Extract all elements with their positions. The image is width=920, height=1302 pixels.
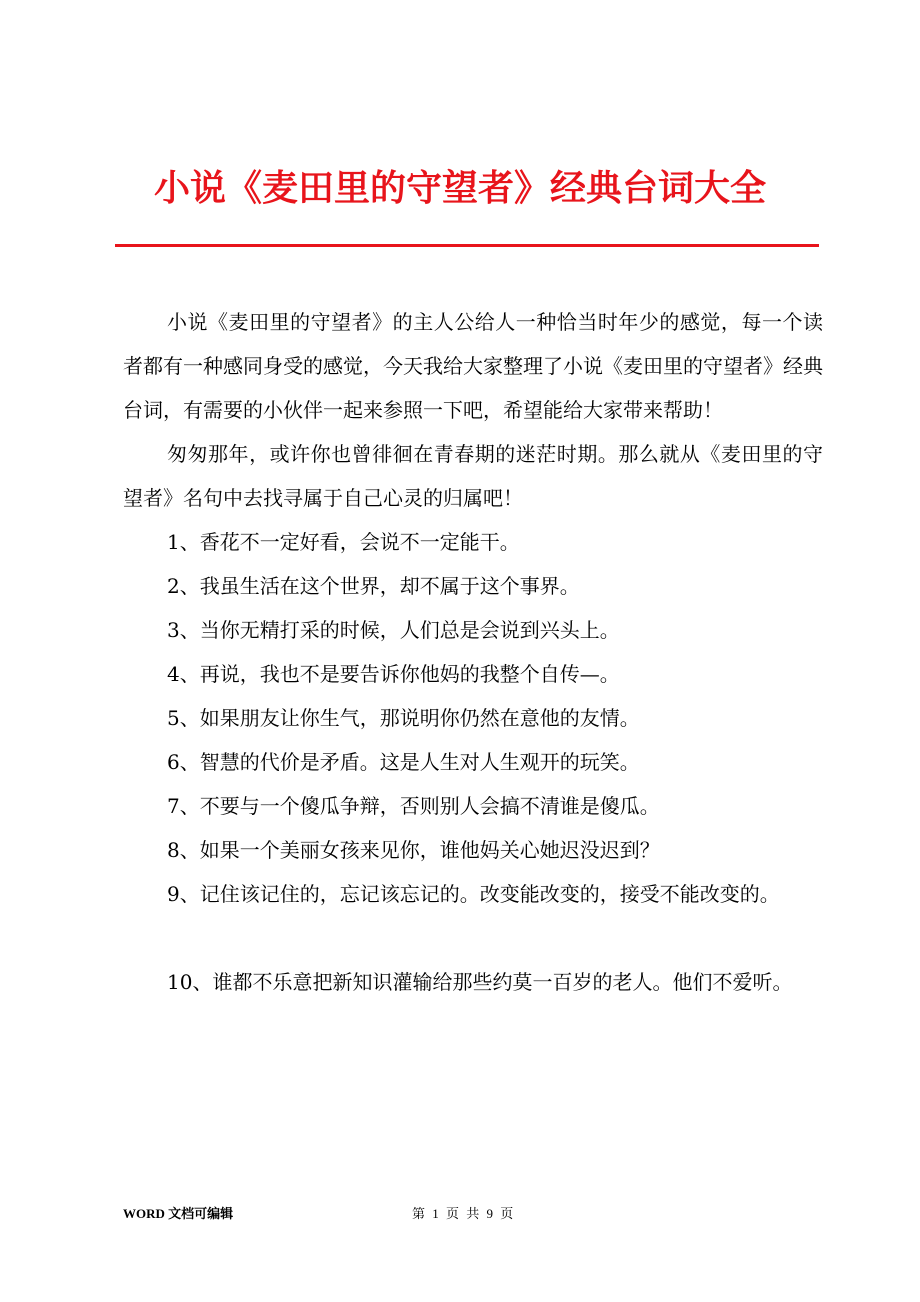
quote-item: 10、谁都不乐意把新知识灌输给那些约莫一百岁的老人。他们不爱听。 bbox=[167, 970, 793, 994]
quote-item: 3、当你无精打采的时候，人们总是会说到兴头上。 bbox=[167, 618, 620, 642]
quote-item: 8、如果一个美丽女孩来见你，谁他妈关心她迟没迟到？ bbox=[167, 838, 660, 862]
title-divider bbox=[115, 244, 819, 247]
quote-item: 7、不要与一个傻瓜争辩，否则别人会搞不清谁是傻瓜。 bbox=[167, 794, 660, 818]
document-body bbox=[123, 300, 823, 1004]
quote-item: 5、如果朋友让你生气，那说明你仍然在意他的友情。 bbox=[167, 706, 640, 730]
quote-item: 1、香花不一定好看，会说不一定能干。 bbox=[167, 530, 520, 554]
quote-item: 2、我虽生活在这个世界，却不属于这个事界。 bbox=[167, 574, 580, 598]
intro-paragraph: 小说《麦田里的守望者》的主人公给人一种恰当时年少的感觉，每一个读者都有一种感同身受的感觉，今天我给大家整理了小说《麦田里的守望者》经典台词，有需要的小伙伴一起来参照一下吧，希望能给大家带来帮助！ bbox=[123, 310, 823, 422]
footer-editable-label: WORD 文档可编辑 bbox=[123, 1206, 234, 1221]
quote-item: 6、智慧的代价是矛盾。这是人生对人生观开的玩笑。 bbox=[167, 750, 640, 774]
footer-page-number: 第 1 页 共 9 页 bbox=[412, 1206, 514, 1221]
quote-item: 4、再说，我也不是要告诉你他妈的我整个自传—。 bbox=[167, 662, 620, 686]
intro-paragraph: 匆匆那年，或许你也曾徘徊在青春期的迷茫时期。那么就从《麦田里的守望者》名句中去找寻属于自己心灵的归属吧！ bbox=[123, 442, 823, 510]
quote-item: 9、记住该记住的，忘记该忘记的。改变能改变的，接受不能改变的。 bbox=[167, 882, 780, 906]
document-title: 小说《麦田里的守望者》经典台词大全 bbox=[153, 167, 766, 209]
